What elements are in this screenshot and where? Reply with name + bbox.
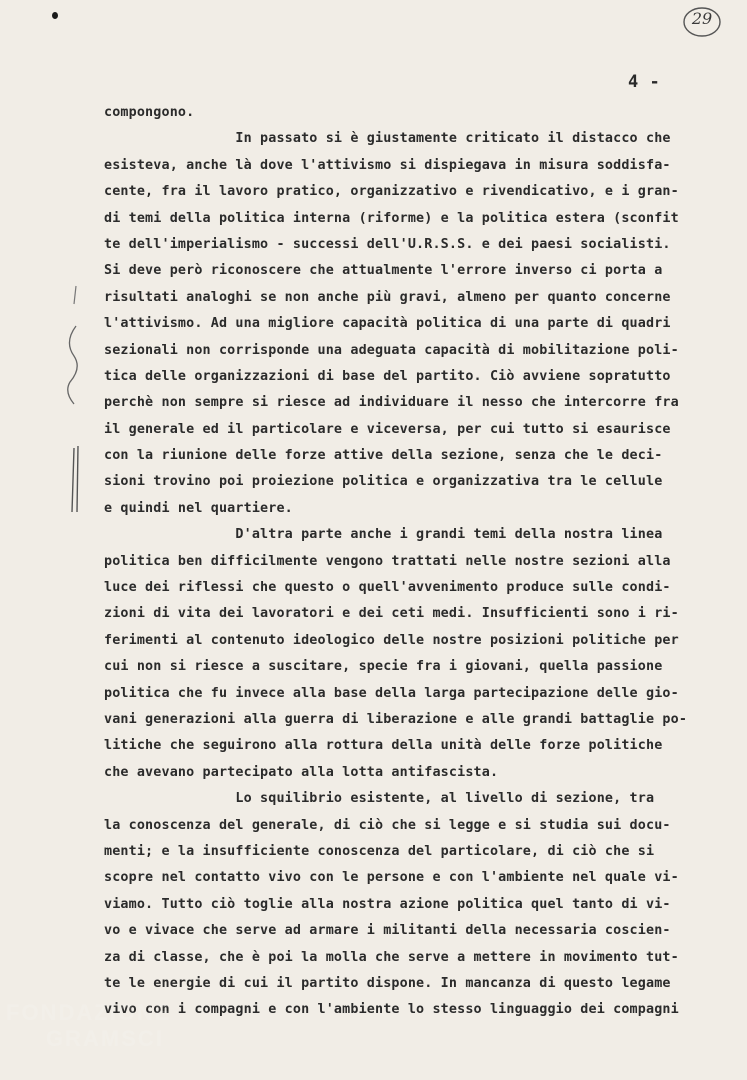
text-line: te le energie di cui il partito dispone. In mancanza di questo legame — [104, 975, 671, 991]
text-line: e quindi nel quartiere. — [104, 500, 293, 516]
text-line: scopre nel contatto vivo con le persone e con l'ambiente nel quale vi- — [104, 870, 679, 886]
typed-text-body — [104, 100, 744, 1024]
text-line: politica ben difficilmente vengono trattati nelle nostre sezioni alla — [104, 553, 671, 569]
text-line: vo e vivace che serve ad armare i militanti della necessaria coscien- — [104, 923, 671, 939]
ink-dot — [52, 12, 58, 19]
text-line: di temi della politica interna (riforme) e la politica estera (sconfit — [104, 210, 679, 226]
text-line: Si deve però riconoscere che attualmente l'errore inverso ci porta a — [104, 263, 663, 279]
text-line: Lo squilibrio esistente, al livello di sezione, tra — [104, 791, 655, 807]
text-line: viamo. Tutto ciò toglie alla nostra azione politica quel tanto di vi- — [104, 896, 671, 912]
text-line: perchè non sempre si riesce ad individuare il nesso che intercorre fra — [104, 395, 679, 411]
text-line: esisteva, anche là dove l'attivismo si dispiegava in misura soddisfa- — [104, 157, 671, 173]
archive-watermark — [6, 1000, 206, 1070]
text-line: con la riunione delle forze attive della sezione, senza che le deci- — [104, 448, 663, 464]
text-line: l'attivismo. Ad una migliore capacità politica di una parte di quadri — [104, 316, 671, 332]
page-number: 4 - — [628, 72, 661, 92]
text-line: risultati analoghi se non anche più gravi, almeno per quanto concerne — [104, 289, 671, 305]
text-line: D'altra parte anche i grandi temi della nostra linea — [104, 527, 663, 543]
archive-page-stamp — [680, 4, 724, 40]
text-line: vivo con i compagni e con l'ambiente lo stesso linguaggio dei compagni — [104, 1002, 679, 1018]
text-line: compongono. — [104, 105, 195, 120]
text-line: che avevano partecipato alla lotta antifascista. — [104, 764, 499, 780]
text-line: cui non si riesce a suscitare, specie fra i giovani, quella passione — [104, 659, 663, 675]
text-line: menti; e la insufficiente conoscenza del particolare, di ciò che si — [104, 843, 655, 859]
text-line: te dell'imperialismo - successi dell'U.R.S.S. e dei paesi socialisti. — [104, 236, 671, 252]
text-line: vani generazioni alla guerra di liberazione e alle grandi battaglie po- — [104, 711, 688, 727]
text-line: il generale ed il particolare e viceversa, per cui tutto si esaurisce — [104, 421, 671, 437]
text-line: cente, fra il lavoro pratico, organizzativo e rivendicativo, e i gran- — [104, 184, 679, 200]
text-line: la conoscenza del generale, di ciò che si legge e si studia sui docu- — [104, 817, 671, 833]
margin-pencil-marks — [60, 280, 100, 540]
text-line: za di classe, che è poi la molla che serve a mettere in movimento tut- — [104, 949, 679, 965]
text-line: sioni trovino poi proiezione politica e organizzativa tra le cellule — [104, 474, 663, 490]
archive-number: 29 — [691, 9, 713, 28]
text-line: sezionali non corrisponde una adeguata capacità di mobilitazione poli- — [104, 342, 679, 358]
text-line: In passato si è giustamente criticato il distacco che — [104, 131, 671, 147]
text-line: ferimenti al contenuto ideologico delle nostre posizioni politiche per — [104, 632, 679, 648]
text-line: politica che fu invece alla base della larga partecipazione delle gio- — [104, 685, 679, 701]
text-line: tica delle organizzazioni di base del partito. Ciò avviene sopratutto — [104, 368, 671, 384]
text-line: litiche che seguirono alla rottura della unità delle forze politiche — [104, 738, 663, 754]
watermark-line2: GRAMSCI — [46, 1026, 164, 1051]
text-line: zioni di vita dei lavoratori e dei ceti medi. Insufficienti sono i ri- — [104, 606, 679, 622]
watermark-line1: FONDAZIONE — [6, 1000, 172, 1025]
text-line: luce dei riflessi che questo o quell'avvenimento produce sulle condi- — [104, 580, 671, 596]
